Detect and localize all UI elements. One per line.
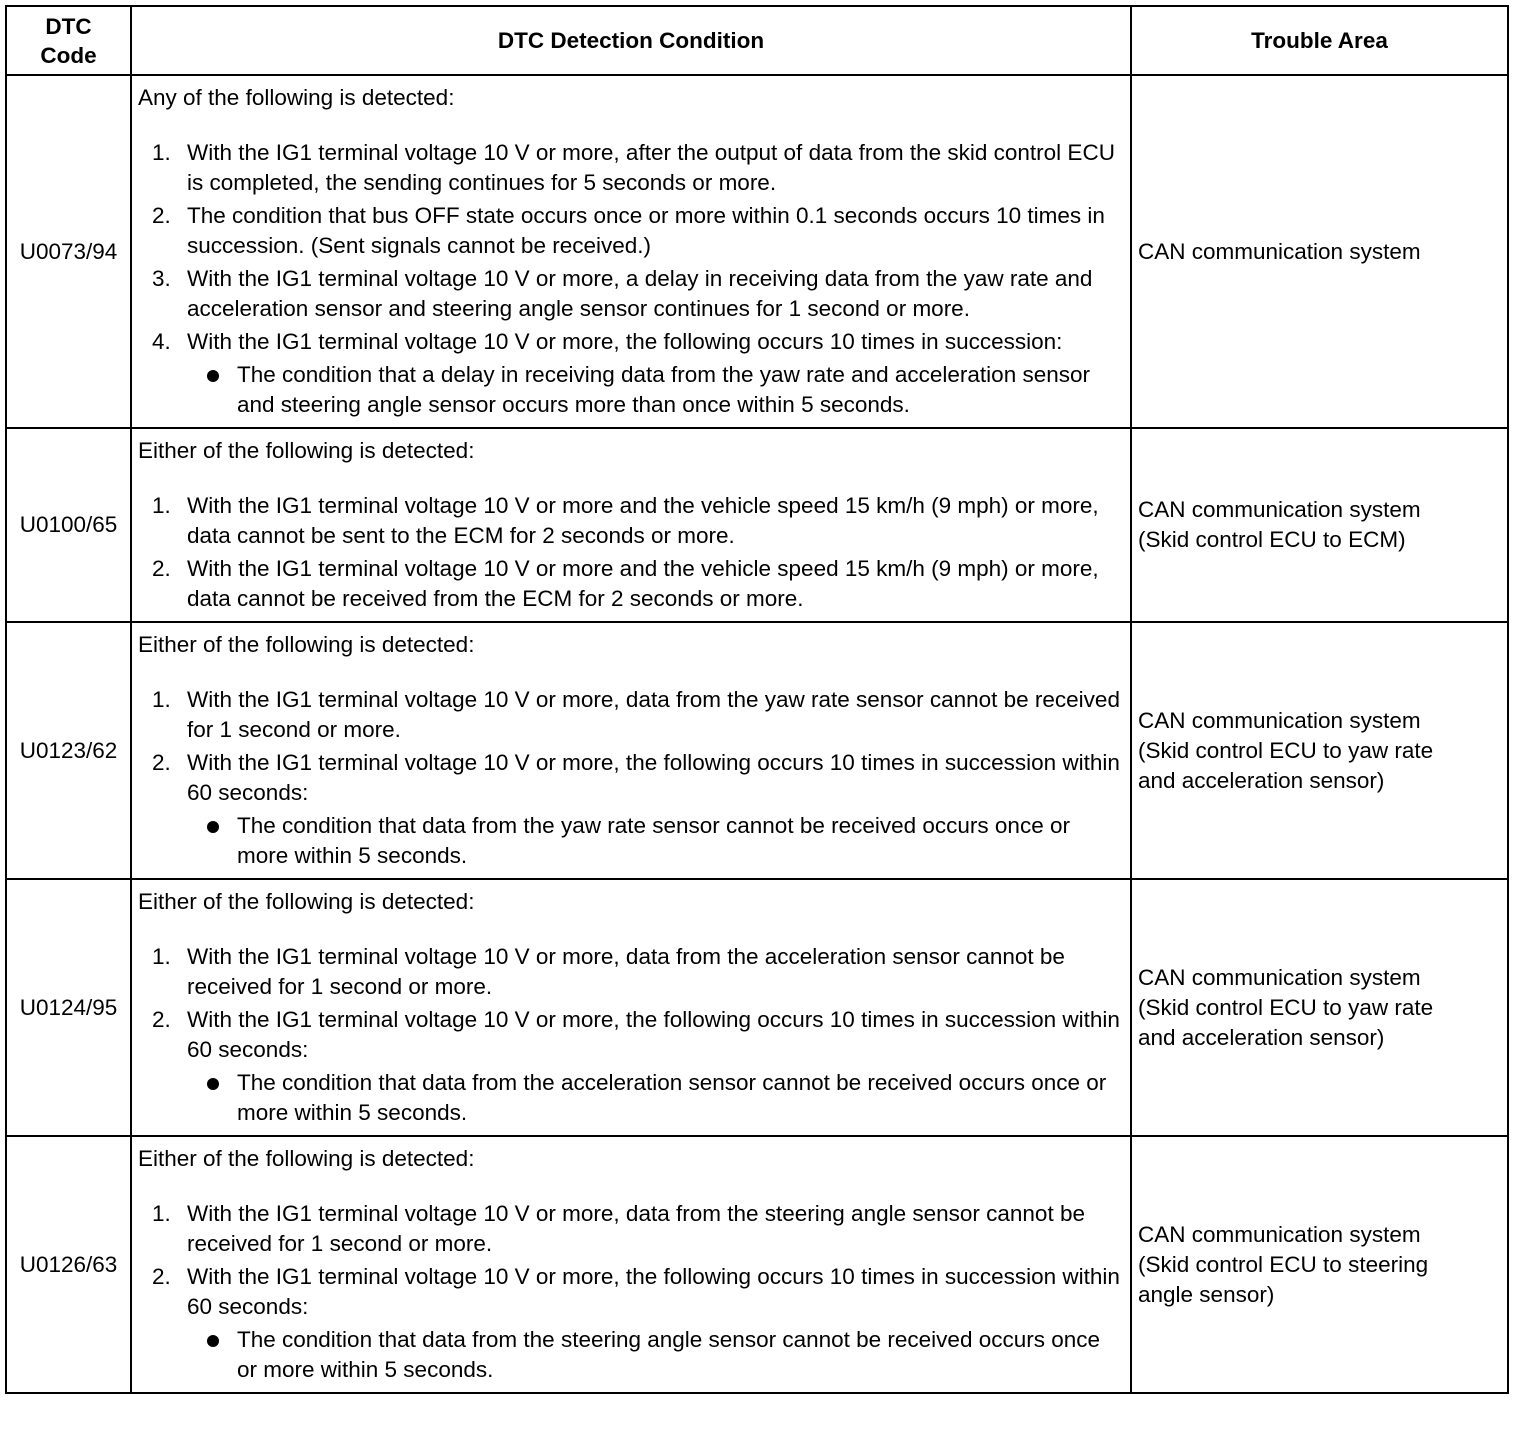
sub-condition-text: The condition that a delay in receiving data from the yaw rate and acceleration sensor and steering angle sensor occurs more than once within 5 seconds.	[237, 362, 1090, 417]
condition-item-number: 3.	[152, 266, 171, 291]
condition-item-text: With the IG1 terminal voltage 10 V or more, after the output of data from the skid control ECU is completed, the sending continues for 5 seconds or more.	[187, 140, 1115, 195]
condition-list	[138, 942, 1126, 1128]
condition-item-text: With the IG1 terminal voltage 10 V or more, data from the yaw rate sensor cannot be received for 1 second or more.	[187, 687, 1120, 742]
condition-item	[138, 1199, 1126, 1259]
sub-condition-item	[187, 1068, 1126, 1128]
header-detection-condition: DTC Detection Condition	[131, 6, 1131, 75]
header-row	[6, 6, 1508, 75]
condition-item	[138, 685, 1126, 745]
sub-condition-text: The condition that data from the acceleration sensor cannot be received occurs once or more within 5 seconds.	[237, 1070, 1107, 1125]
condition-item-text: With the IG1 terminal voltage 10 V or more, the following occurs 10 times in succession:	[187, 329, 1063, 354]
trouble-area-line: CAN communication system	[1138, 1221, 1421, 1247]
condition-item-number: 1.	[152, 140, 171, 165]
trouble-area-line: CAN communication system	[1138, 238, 1421, 264]
condition-item	[138, 748, 1126, 871]
bullet-icon	[207, 1335, 219, 1347]
condition-item-number: 1.	[152, 687, 171, 712]
condition-intro: Either of the following is detected:	[138, 632, 475, 657]
trouble-area-cell	[1131, 428, 1508, 622]
table-header	[6, 6, 1508, 75]
condition-item-text: With the IG1 terminal voltage 10 V or more, data from the acceleration sensor cannot be received for 1 second or more.	[187, 944, 1065, 999]
condition-item	[138, 491, 1126, 551]
condition-item	[138, 138, 1126, 198]
dtc-code-cell: U0126/63	[6, 1136, 131, 1393]
condition-list	[138, 685, 1126, 871]
table-row	[6, 622, 1508, 879]
sub-condition-list	[187, 811, 1126, 871]
dtc-code-cell: U0123/62	[6, 622, 131, 879]
condition-list	[138, 491, 1126, 614]
bullet-icon	[207, 821, 219, 833]
condition-item-text: With the IG1 terminal voltage 10 V or more, the following occurs 10 times in succession within 60 seconds:	[187, 1264, 1120, 1319]
bullet-icon	[207, 1078, 219, 1090]
sub-condition-list	[187, 360, 1126, 420]
detection-condition-cell	[131, 879, 1131, 1136]
table-row	[6, 879, 1508, 1136]
condition-item	[138, 554, 1126, 614]
condition-intro: Either of the following is detected:	[138, 1146, 475, 1171]
condition-item-number: 2.	[152, 203, 171, 228]
trouble-area-line: angle sensor)	[1138, 1281, 1275, 1307]
condition-item-text: With the IG1 terminal voltage 10 V or more and the vehicle speed 15 km/h (9 mph) or more, data cannot be sent to the ECM for 2 seconds or more.	[187, 493, 1099, 548]
trouble-area-cell	[1131, 622, 1508, 879]
detection-condition-cell	[131, 622, 1131, 879]
sub-condition-list	[187, 1068, 1126, 1128]
condition-item-number: 1.	[152, 944, 171, 969]
trouble-area-cell	[1131, 879, 1508, 1136]
condition-item-number: 2.	[152, 556, 171, 581]
dtc-code-cell: U0073/94	[6, 75, 131, 428]
sub-condition-item	[187, 811, 1126, 871]
condition-list	[138, 138, 1126, 420]
trouble-area-line: and acceleration sensor)	[1138, 767, 1385, 793]
sub-condition-list	[187, 1325, 1126, 1385]
header-code-line1: DTC	[45, 13, 92, 39]
dtc-code-cell: U0100/65	[6, 428, 131, 622]
condition-item	[138, 1005, 1126, 1128]
trouble-area-line: (Skid control ECU to yaw rate	[1138, 994, 1434, 1020]
condition-intro: Any of the following is detected:	[138, 85, 455, 110]
trouble-area-line: CAN communication system	[1138, 964, 1421, 990]
detection-condition-cell	[131, 428, 1131, 622]
condition-item	[138, 264, 1126, 324]
condition-item-text: The condition that bus OFF state occurs once or more within 0.1 seconds occurs 10 times in succession. (Sent signals cannot be received.)	[187, 203, 1105, 258]
table-row	[6, 75, 1508, 428]
condition-item-text: With the IG1 terminal voltage 10 V or more, data from the steering angle sensor cannot be received for 1 second or more.	[187, 1201, 1085, 1256]
table-row	[6, 428, 1508, 622]
dtc-code-cell: U0124/95	[6, 879, 131, 1136]
bullet-icon	[207, 370, 219, 382]
condition-item	[138, 1262, 1126, 1385]
trouble-area-cell	[1131, 75, 1508, 428]
trouble-area-line: (Skid control ECU to ECM)	[1138, 527, 1406, 552]
condition-item-text: With the IG1 terminal voltage 10 V or more and the vehicle speed 15 km/h (9 mph) or more, data cannot be received from the ECM for 2 seconds or more.	[187, 556, 1099, 611]
condition-item-number: 4.	[152, 329, 171, 354]
dtc-table	[5, 5, 1509, 1394]
condition-item	[138, 327, 1126, 420]
condition-intro: Either of the following is detected:	[138, 889, 475, 914]
table-row	[6, 1136, 1508, 1393]
condition-item	[138, 942, 1126, 1002]
condition-item-number: 2.	[152, 1007, 171, 1032]
header-code-line2: Code	[40, 42, 97, 68]
sub-condition-text: The condition that data from the steering angle sensor cannot be received occurs once or more within 5 seconds.	[237, 1327, 1101, 1382]
detection-condition-cell	[131, 75, 1131, 428]
trouble-area-line: CAN communication system	[1138, 707, 1421, 733]
condition-item-number: 2.	[152, 1264, 171, 1289]
header-dtc-code	[6, 6, 131, 75]
condition-item-text: With the IG1 terminal voltage 10 V or more, the following occurs 10 times in succession within 60 seconds:	[187, 1007, 1120, 1062]
trouble-area-line: (Skid control ECU to yaw rate	[1138, 737, 1434, 763]
condition-item-text: With the IG1 terminal voltage 10 V or more, the following occurs 10 times in succession within 60 seconds:	[187, 750, 1120, 805]
header-trouble-area: Trouble Area	[1131, 6, 1508, 75]
sub-condition-text: The condition that data from the yaw rate sensor cannot be received occurs once or more within 5 seconds.	[237, 813, 1070, 868]
detection-condition-cell	[131, 1136, 1131, 1393]
condition-item-number: 2.	[152, 750, 171, 775]
condition-item	[138, 201, 1126, 261]
condition-list	[138, 1199, 1126, 1385]
trouble-area-line: (Skid control ECU to steering	[1138, 1251, 1429, 1277]
trouble-area-line: CAN communication system	[1138, 497, 1421, 522]
sub-condition-item	[187, 360, 1126, 420]
condition-item-number: 1.	[152, 1201, 171, 1226]
trouble-area-cell	[1131, 1136, 1508, 1393]
table-body	[6, 75, 1508, 1393]
condition-item-text: With the IG1 terminal voltage 10 V or more, a delay in receiving data from the yaw rate and acceleration sensor and steering angle sensor continues for 1 second or more.	[187, 266, 1093, 321]
condition-item-number: 1.	[152, 493, 171, 518]
condition-intro: Either of the following is detected:	[138, 438, 475, 463]
sub-condition-item	[187, 1325, 1126, 1385]
trouble-area-line: and acceleration sensor)	[1138, 1024, 1385, 1050]
